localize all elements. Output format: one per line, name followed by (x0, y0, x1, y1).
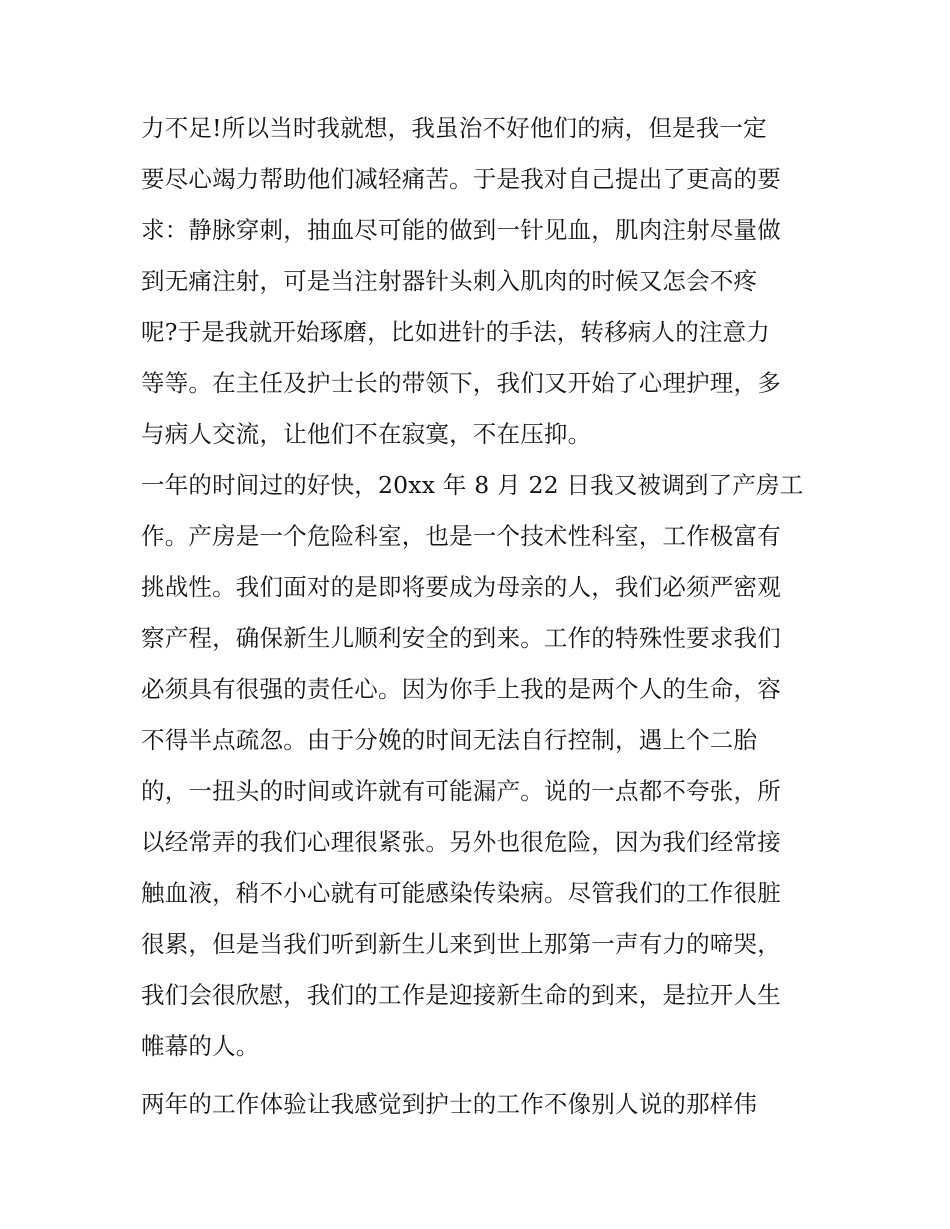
text-line: 的，一扭头的时间或许就有可能漏产。说的一点都不夸张，所 (141, 777, 781, 805)
text-line: 一年的时间过的好快，20xx 年 8 月 22 日我又被调到了产房工 (141, 471, 804, 499)
text-line: 两年的工作体验让我感觉到护士的工作不像别人说的那样伟 (141, 1090, 758, 1118)
text-line: 不得半点疏忽。由于分娩的时间无法自行控制，遇上个二胎 (141, 726, 758, 754)
text-line: 要尽心竭力帮助他们减轻痛苦。于是我对自己提出了更高的要 (141, 165, 781, 193)
text-line: 很累，但是当我们听到新生儿来到世上那第一声有力的啼哭， (141, 930, 781, 958)
text-line: 等等。在主任及护士长的带领下，我们又开始了心理护理，多 (141, 369, 781, 397)
text-line: 触血液，稍不小心就有可能感染传染病。尽管我们的工作很脏 (141, 879, 781, 907)
text-line: 呢?于是我就开始琢磨，比如进针的手法，转移病人的注意力 (141, 318, 770, 346)
text-line: 与病人交流，让他们不在寂寞，不在压抑。 (141, 420, 592, 448)
text-line: 察产程，确保新生儿顺利安全的到来。工作的特殊性要求我们 (141, 624, 781, 652)
text-line: 必须具有很强的责任心。因为你手上我的是两个人的生命，容 (141, 675, 781, 703)
paragraph-spacer (141, 1072, 821, 1079)
text-line: 挑战性。我们面对的是即将要成为母亲的人，我们必须严密观 (141, 573, 781, 601)
paragraph-3 (141, 1079, 821, 1130)
text-line: 以经常弄的我们心理很紧张。另外也很危险，因为我们经常接 (141, 828, 781, 856)
text-line: 到无痛注射，可是当注射器针头刺入肌肉的时候又怎会不疼 (141, 267, 758, 295)
text-line: 求：静脉穿刺，抽血尽可能的做到一针见血，肌肉注射尽量做 (141, 216, 781, 244)
paragraph-1 (141, 103, 821, 460)
text-line: 我们会很欣慰，我们的工作是迎接新生命的到来，是拉开人生 (141, 981, 781, 1009)
text-line: 力不足!所以当时我就想，我虽治不好他们的病，但是我一定 (141, 114, 767, 142)
text-line: 帷幕的人。 (141, 1032, 260, 1060)
document-body (141, 103, 821, 1130)
text-line: 作。产房是一个危险科室，也是一个技术性科室，工作极富有 (141, 522, 781, 550)
paragraph-2 (141, 460, 821, 1072)
